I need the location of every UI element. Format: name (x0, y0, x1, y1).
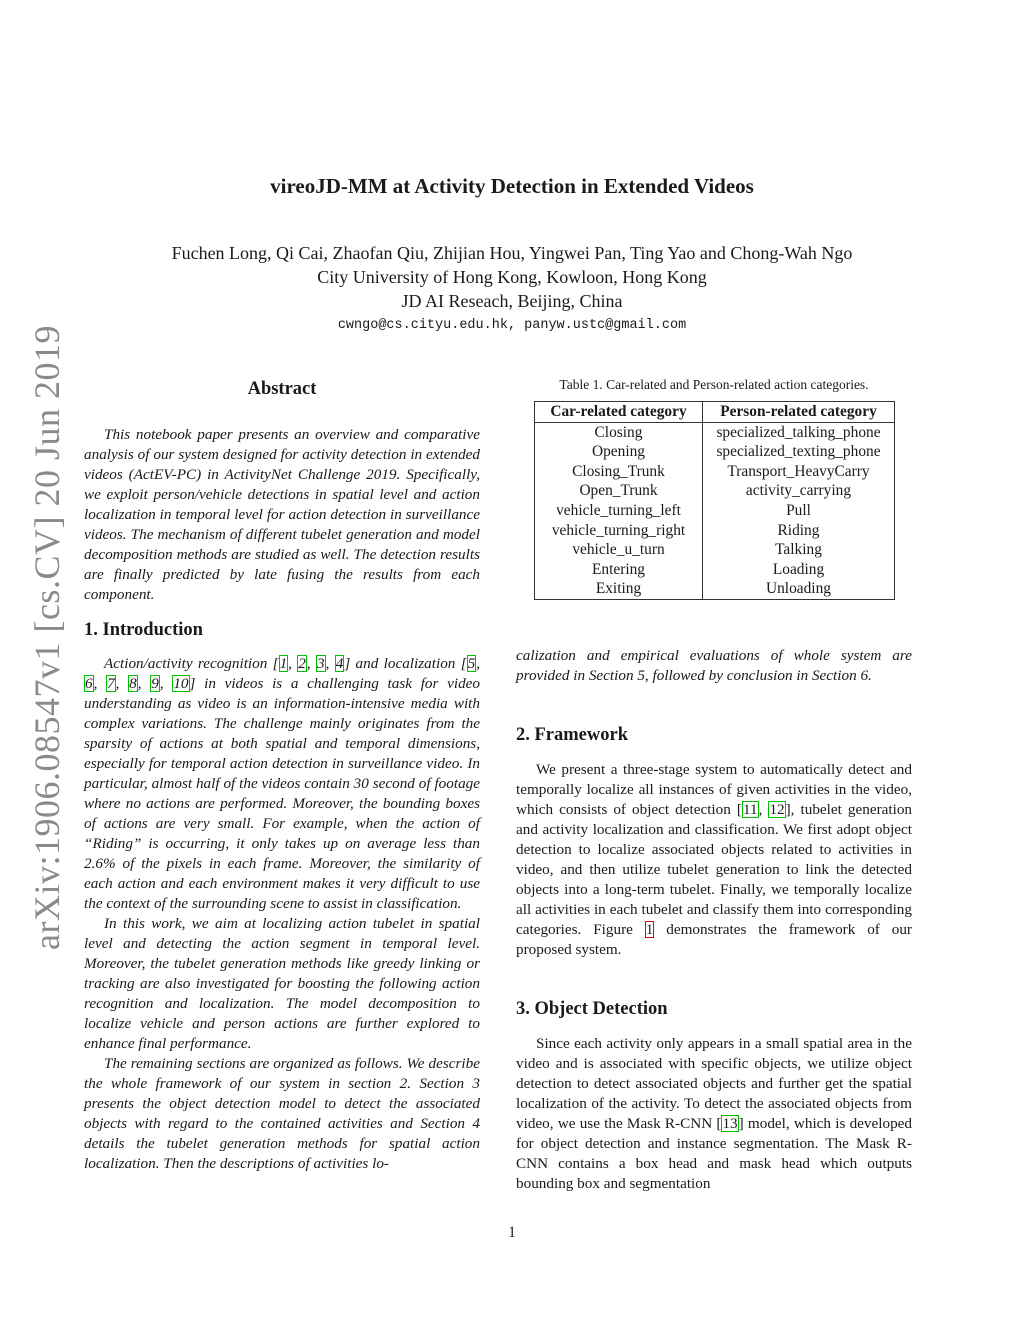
abstract-heading: Abstract (247, 379, 317, 399)
citation-link[interactable]: 8 (129, 675, 137, 692)
citation-link[interactable]: 1 (279, 655, 288, 672)
figure-reference-link[interactable]: 1 (645, 921, 654, 938)
table-cell: Riding (703, 521, 895, 541)
table-cell: Entering (535, 560, 703, 580)
intro-paragraph-1: Action/activity recognition [1, 2, 3, 4] and localization [5, 6, 7, 8, 9, 10] in videos is a challenging task for video understanding as video is an information-intensive media with complex variations. The challenge mainly originates from the sparsity of actions at both spatial and temporal dimensions, especially for temporal action detection in surveillance video. In particular, almost half of the videos contain 30 second of footage where no actions are performed. Moreover, the bounding boxes of actions are very small. For example, when the action of “Riding” is occurring, it only takes up on average less than 2.6% of the pixels in each frame. Moreover, the similarity of each action and each environment makes it very difficult to use the context of the surrounding scene to assist in classification. (84, 655, 481, 912)
object-detection-paragraph: Since each activity only appears in a small spatial area in the video and is associated with specific objects, we utilize object detection to detect associated objects and further get the spatial localization of the activity. To detect the associated objects from video, we use the Mask R-CNN [13] model, which is developed for object detection and instance segmentation. The Mask R-CNN contains a box head and mask head which outputs bounding box and segmentation (516, 1035, 913, 1192)
framework-heading: 2. Framework (516, 725, 628, 745)
table-cell: Exiting (535, 579, 703, 599)
abstract-text: This notebook paper presents an overview and comparative analysis of our system designed for activity detection in extended videos (ActEV-PC) in ActivityNet Challenge 2019. Specifically, we exploit person/vehicle detections in spatial level and action localization in temporal level for action detection in surveillance videos. The mechanism of different tubelet generation and model decomposition methods are studied as well. The detection results are finally predicted by late fusing the results from each component. (84, 426, 480, 603)
page-number: 1 (508, 1224, 516, 1241)
affiliation-1: City University of Hong Kong, Kowloon, Hong Kong (317, 267, 707, 287)
table-row (535, 540, 895, 560)
table-cell: Loading (703, 560, 895, 580)
citation-link[interactable]: 2 (298, 655, 306, 672)
citation-link[interactable]: 6 (85, 675, 93, 692)
citation-link[interactable]: 10 (173, 675, 189, 692)
author-emails: cwngo@cs.cityu.edu.hk, panyw.ustc@gmail.com (337, 318, 687, 333)
table-cell: Closing (535, 422, 703, 442)
table-row (535, 462, 895, 482)
citation-link[interactable]: 7 (107, 675, 115, 692)
citation-link[interactable]: 4 (335, 655, 344, 672)
table-cell: Talking (703, 540, 895, 560)
table-row (535, 521, 895, 541)
table-cell: specialized_texting_phone (703, 442, 895, 462)
paper-title: vireoJD-MM at Activity Detection in Extended Videos (270, 174, 754, 198)
table-row (535, 422, 895, 442)
citation-link[interactable]: 12 (769, 801, 785, 818)
table-row (535, 442, 895, 462)
table-cell: Opening (535, 442, 703, 462)
action-categories-table (534, 401, 895, 600)
citation-link[interactable]: 11 (742, 801, 758, 818)
table-cell: Unloading (703, 579, 895, 599)
author-block (0, 241, 1024, 338)
citation-link[interactable]: 5 (467, 655, 476, 672)
object-detection-heading: 3. Object Detection (516, 999, 668, 1019)
table-cell: vehicle_turning_left (535, 501, 703, 521)
table-header-cell: Car-related category (535, 402, 703, 423)
abstract-body (84, 425, 480, 605)
introduction-body (84, 654, 480, 1174)
intro-paragraph-3: The remaining sections are organized as follows. We describe the whole framework of our system in section 2. Section 3 presents the object detection model to detect the associated objects with regard to the contained activities and Section 4 details the tubelet generation methods for spatial action localization. Then the descriptions of activities lo- (84, 1055, 480, 1172)
table-cell: vehicle_u_turn (535, 540, 703, 560)
table-caption: Table 1. Car-related and Person-related action categories. (559, 377, 869, 392)
affiliation-2: JD AI Reseach, Beijing, China (401, 291, 623, 311)
intro-continuation (516, 646, 912, 686)
object-detection-body (516, 1034, 912, 1194)
author-list: Fuchen Long, Qi Cai, Zhaofan Qiu, Zhijian Hou, Yingwei Pan, Ting Yao and Chong-Wah Ngo (171, 243, 853, 263)
table-cell: Pull (703, 501, 895, 521)
table-cell: activity_carrying (703, 481, 895, 501)
table-row (535, 560, 895, 580)
table-cell: Closing_Trunk (535, 462, 703, 482)
table-cell: vehicle_turning_right (535, 521, 703, 541)
table-cell: specialized_talking_phone (703, 422, 895, 442)
table-header-cell: Person-related category (703, 402, 895, 423)
table-row (535, 579, 895, 599)
table-row (535, 481, 895, 501)
table-row (535, 501, 895, 521)
intro-paragraph-2: In this work, we aim at localizing action tubelet in spatial level and detecting the action segment in temporal level. Moreover, the tubelet generation methods like greedy linking or tracking are also investigated for boosting the following action recognition and localization. The model decomposition to localize vehicle and person actions are further explored to enhance final performance. (84, 915, 480, 1052)
citation-link[interactable]: 13 (722, 1115, 738, 1132)
arxiv-identifier: arXiv:1906.08547v1 [cs.CV] 20 Jun 2019 (27, 325, 67, 950)
framework-paragraph: We present a three-stage system to automatically detect and temporally localize all instances of given activities in the video, which consists of object detection [11, 12], tubelet generation and activity localization and classification. We first adopt object detection to localize associated objects related to activities in video, and then utilize tubelet generation to link the detected objects into a long-term tubelet. Finally, we temporally localize all activities in each tubelet and classify them into corresponding categories. Figure 1 demonstrates the framework of our proposed system. (516, 761, 913, 958)
table-header-row (535, 402, 895, 423)
introduction-heading: 1. Introduction (84, 620, 203, 640)
citation-link[interactable]: 9 (151, 675, 159, 692)
citation-link[interactable]: 3 (317, 655, 325, 672)
table-cell: Open_Trunk (535, 481, 703, 501)
framework-body (516, 760, 912, 960)
intro-paragraph-3-continued: calization and empirical evaluations of whole system are provided in Section 5, followed by conclusion in Section 6. (516, 647, 912, 684)
table-cell: Transport_HeavyCarry (703, 462, 895, 482)
